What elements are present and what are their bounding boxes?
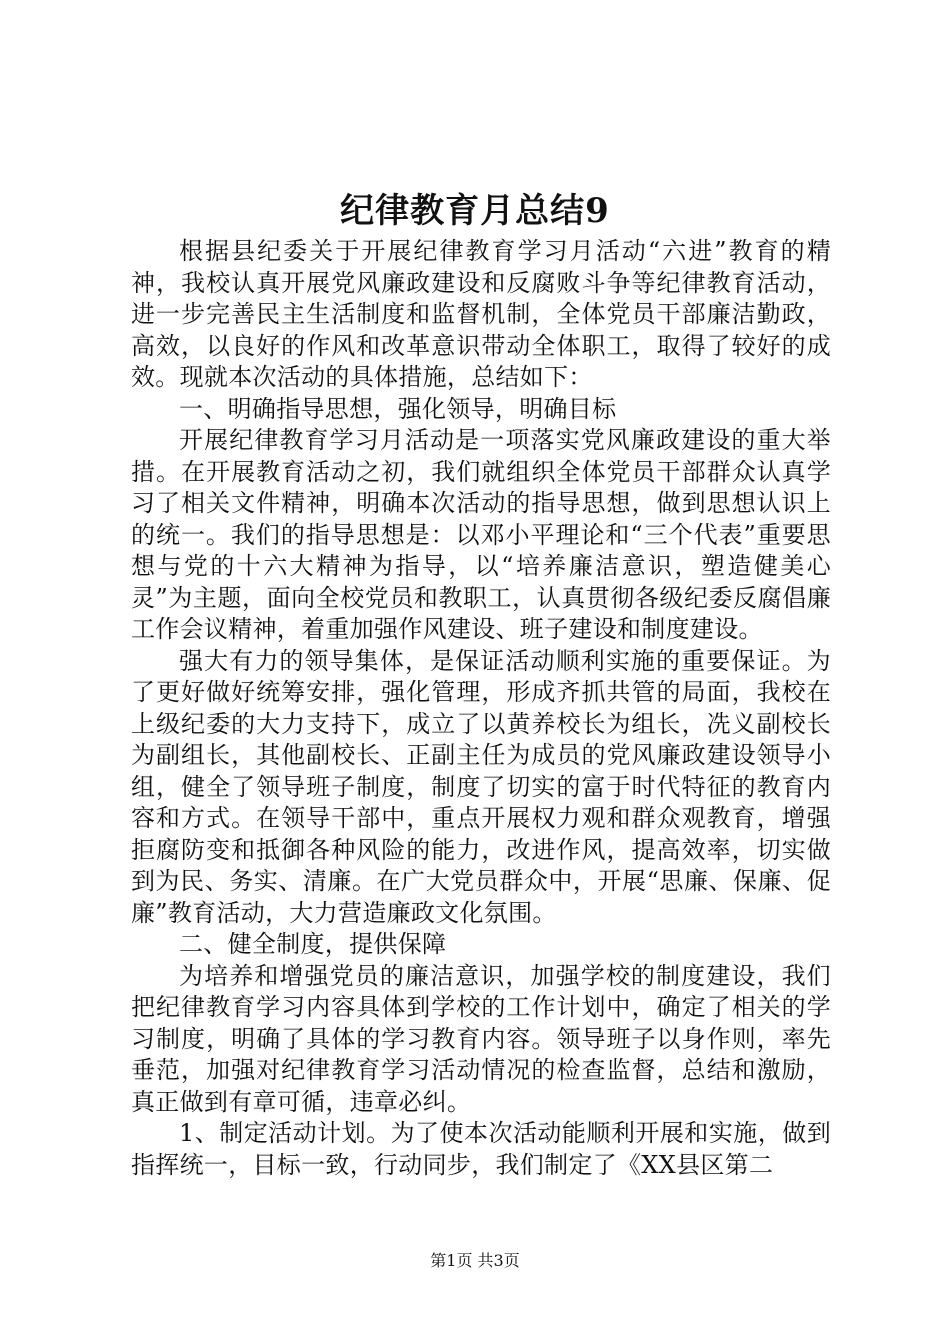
paragraph-leadership: 强大有力的领导集体，是保证活动顺利实施的重要保证。为了更好做好统筹安排，强化管理，形成齐抓共管的局面，我校在上级纪委的大力支持下，成立了以黄养校长为组长，冼义副校长为副组长，其他副校长、正副主任为成员的党风廉政建设领导小组，健全了领导班子制度，制度了切实的富于时代特征的教育内容和方式。在领导干部中，重点开展权力观和群众观教育，增强拒腐防变和抵御各种风险的能力，改进作风，提高效率，切实做到为民、务实、清廉。在广大党员群众中，开展“思廉、保廉、促廉”教育活动，大力营造廉政文化氛围。 [131, 646, 831, 927]
paragraph-system: 为培养和增强党员的廉洁意识，加强学校的制度建设，我们把纪律教育学习内容具体到学校的工作计划中，确定了相关的学习制度，明确了具体的学习教育内容。领导班子以身作则，率先垂范，加强对纪律教育学习活动情况的检查监督，总结和激励，真正做到有章可循，违章必纠。 [131, 961, 831, 1116]
heading-section-2: 二、健全制度，提供保障 [179, 930, 447, 958]
document-title: 纪律教育月总结9 [340, 191, 610, 231]
page-number-footer: 第1页 共3页 [430, 1251, 520, 1270]
heading-section-1: 一、明确指导思想，强化领导，明确目标 [179, 394, 617, 423]
paragraph-intro: 根据县纪委关于开展纪律教育学习月活动“六进”教育的精神，我校认真开展党风廉政建设和反腐败斗争等纪律教育活动，进一步完善民主生活制度和监督机制，全体党员干部廉洁勤政，高效，以良好的作风和改革意识带动全体职工，取得了较好的成效。现就本次活动的具体措施，总结如下： [131, 237, 831, 391]
paragraph-guiding-thought: 开展纪律教育学习月活动是一项落实党风廉政建设的重大举措。在开展教育活动之初，我们就组织全体党员干部群众认真学习了相关文件精神，明确本次活动的指导思想，做到思想认识上的统一。我们的指导思想是：以邓小平理论和“三个代表”重要思想与党的十六大精神为指导，以“培养廉洁意识，塑造健美心灵”为主题，面向全校党员和教职工，认真贯彻各级纪委反腐倡廉工作会议精神，着重加强作风建设、班子建设和制度建设。 [131, 426, 831, 643]
paragraph-plan: 1、制定活动计划。为了使本次活动能顺利开展和实施，做到指挥统一，目标一致，行动同步，我们制定了《XX县区第二 [131, 1119, 831, 1179]
document-body [131, 236, 831, 1181]
